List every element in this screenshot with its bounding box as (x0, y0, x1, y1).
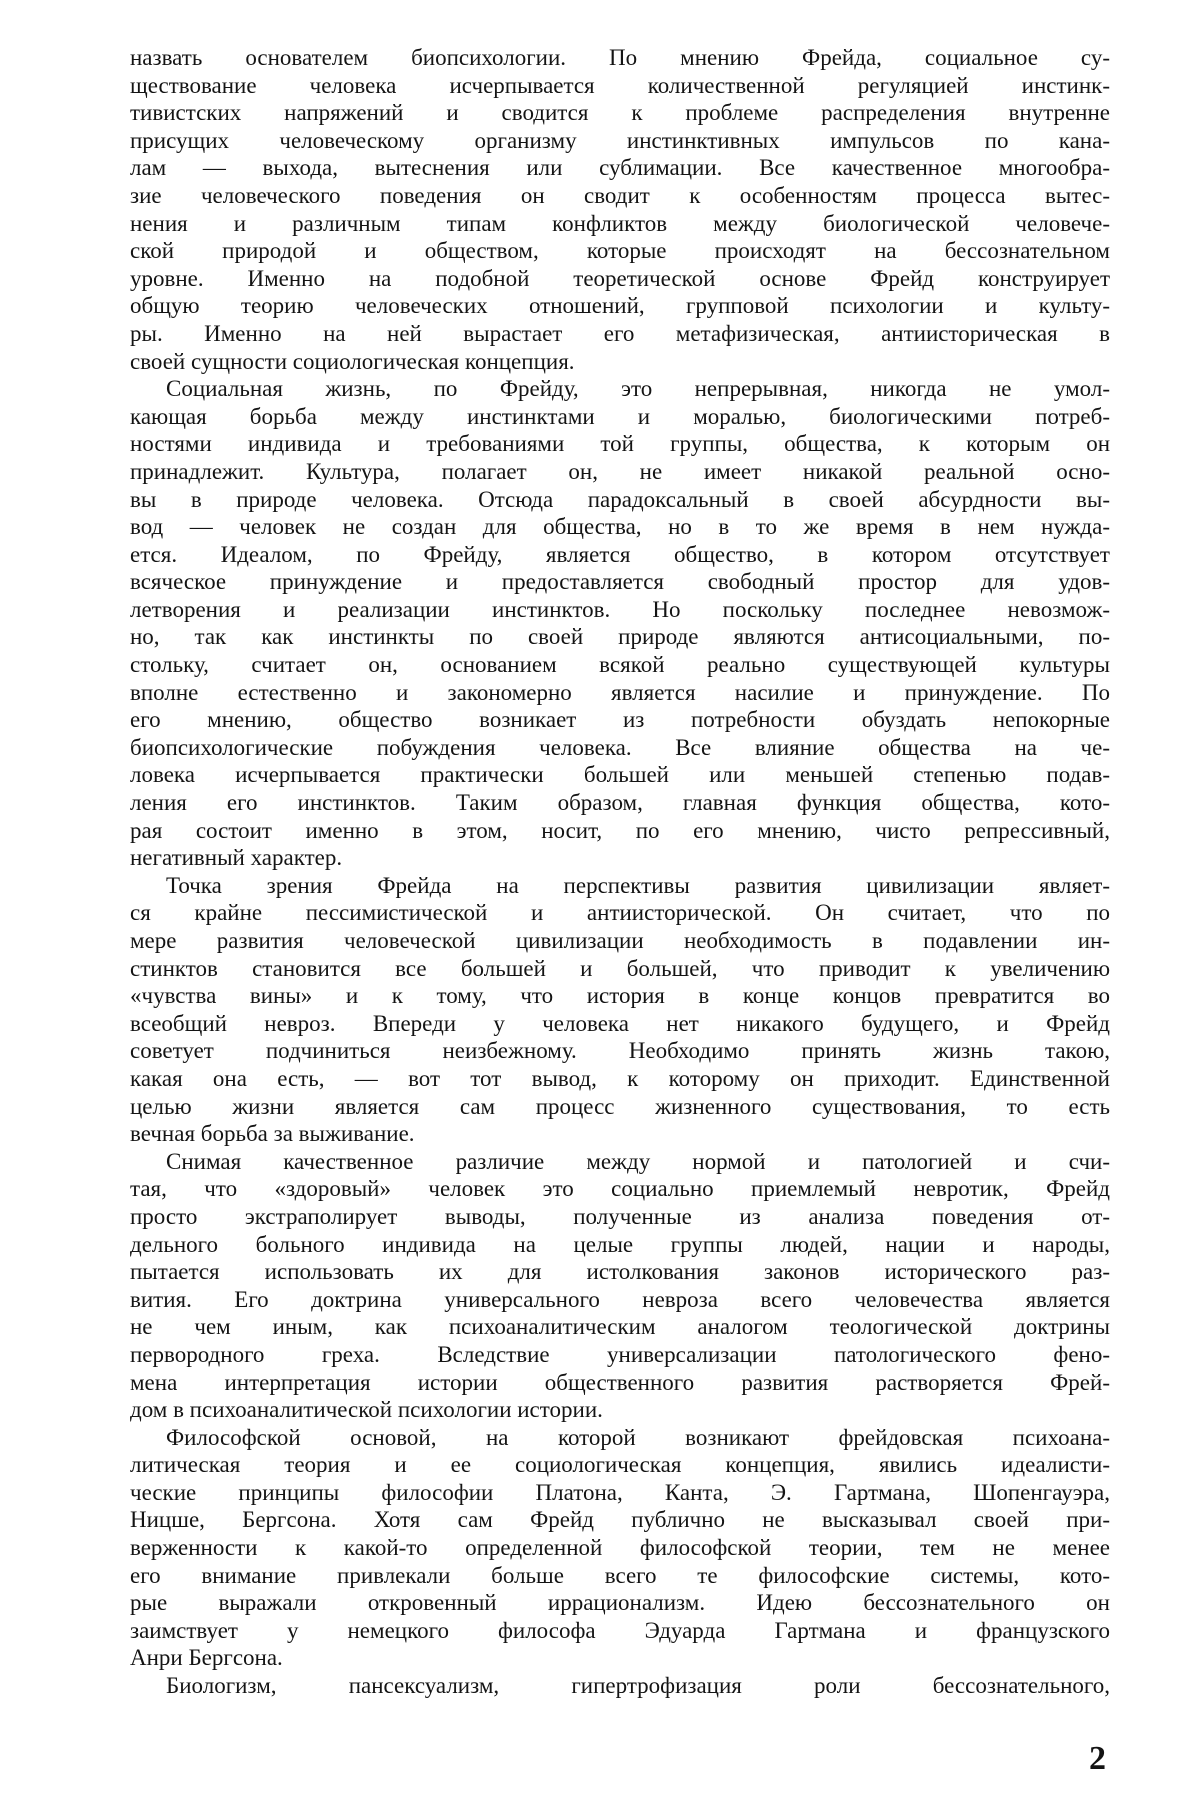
text-line: вод — человек не создан для общества, но в то же время в нем нужда- (130, 514, 1110, 540)
text-line: Ницше, Бергсона. Хотя сам Фрейд публично не высказывал своей при- (130, 1507, 1110, 1533)
text-line: назвать основателем биопсихологии. По мнению Фрейда, социальное су- (130, 45, 1110, 70)
text-line: Биологизм, пансексуализм, гипертрофизация роли бессознательного, (166, 1673, 1110, 1699)
text-line: ществование человека исчерпывается количественной регуляцией инстинк- (130, 72, 1110, 98)
text-line: ловека исчерпывается практически большей или меньшей степенью подав- (130, 762, 1110, 788)
text-line: но, так как инстинкты по своей природе являются антисоциальными, по- (130, 624, 1110, 650)
text-line: Точка зрения Фрейда на перспективы развития цивилизации являет- (166, 872, 1110, 898)
text-line: Философской основой, на которой возникают фрейдовская психоана- (166, 1424, 1110, 1450)
text-line: уровне. Именно на подобной теоретической основе Фрейд конструирует (130, 265, 1110, 291)
text-line: мере развития человеческой цивилизации необходимость в подавлении ин- (130, 928, 1110, 953)
text-line: какая она есть, — вот тот вывод, к которому он приходит. Единственной (130, 1065, 1110, 1091)
text-line: своей сущности социологическая концепция. (130, 348, 575, 374)
text-line: верженности к какой-то определенной философской теории, тем не менее (130, 1535, 1110, 1561)
text-line: Социальная жизнь, по Фрейду, это непрерывная, никогда не умол- (166, 376, 1110, 402)
text-line: вития. Его доктрина универсального невроза всего человечества является (130, 1286, 1110, 1312)
page-number: 2 (1089, 1740, 1106, 1777)
text-line: рая состоит именно в этом, носит, по его мнению, чисто репрессивный, (130, 817, 1110, 843)
text-line: ется. Идеалом, по Фрейду, является общество, в котором отсутствует (130, 541, 1110, 567)
text-line: принадлежит. Культура, полагает он, не имеет никакой реальной осно- (130, 458, 1110, 484)
text-line: ческие принципы философии Платона, Канта, Э. Гартмана, Шопенгауэра, (130, 1479, 1110, 1505)
text-line: нения и различным типам конфликтов между биологической человече- (130, 210, 1110, 236)
text-line: мена интерпретация истории общественного развития растворяется Фрей- (130, 1369, 1110, 1395)
text-line: дом в психоаналитической психологии истории. (130, 1397, 603, 1423)
text-line: летворения и реализации инстинктов. Но поскольку последнее невозмож- (130, 596, 1110, 622)
text-line: стинктов становится все большей и большей, что приводит к увеличению (130, 955, 1110, 981)
text-line: его мнению, общество возникает из потребности обуздать непокорные (130, 707, 1110, 733)
text-line: ления его инстинктов. Таким образом, главная функция общества, кото- (130, 790, 1110, 816)
text-line: зие человеческого поведения он сводит к особенностям процесса вытес- (130, 182, 1110, 208)
text-line: стольку, считает он, основанием всякой реально существующей культуры (130, 652, 1110, 678)
text-line: не чем иным, как психоаналитическим аналогом теологической доктрины (130, 1314, 1110, 1340)
text-line: целью жизни является сам процесс жизненного существования, то есть (130, 1093, 1110, 1119)
text-line: ской природой и обществом, которые происходят на бессознательном (130, 238, 1110, 264)
text-line: «чувства вины» и к тому, что история в конце концов превратится во (130, 983, 1110, 1009)
text-line: биопсихологические побуждения человека. Все влияние общества на че- (130, 734, 1110, 760)
text-line: вы в природе человека. Отсюда парадоксальный в своей абсурдности вы- (130, 486, 1110, 512)
text-line: всеобщий невроз. Впереди у человека нет никакого будущего, и Фрейд (130, 1010, 1110, 1036)
text-line: всяческое принуждение и предоставляется свободный простор для удов- (130, 569, 1110, 595)
text-line: ры. Именно на ней вырастает его метафизическая, антиисторическая в (130, 320, 1110, 346)
text-line: литическая теория и ее социологическая концепция, явились идеалисти- (130, 1452, 1110, 1478)
text-line: пытается использовать их для истолкования законов исторического раз- (130, 1259, 1110, 1285)
text-line: дельного больного индивида на целые группы людей, нации и народы, (130, 1231, 1110, 1257)
text-line: просто экстраполирует выводы, полученные из анализа поведения от- (130, 1203, 1110, 1229)
text-line: вполне естественно и закономерно является насилие и принуждение. По (130, 679, 1110, 705)
text-line: советует подчиниться неизбежному. Необходимо принять жизнь такою, (130, 1038, 1110, 1064)
text-line: Анри Бергсона. (130, 1645, 283, 1671)
text-line: ностями индивида и требованиями той группы, общества, к которым он (130, 431, 1110, 457)
text-line: вечная борьба за выживание. (130, 1121, 415, 1147)
text-line: тая, что «здоровый» человек это социально приемлемый невротик, Фрейд (130, 1176, 1110, 1202)
text-line: лам — выхода, вытеснения или сублимации. Все качественное многообра- (130, 155, 1110, 181)
text-line: присущих человеческому организму инстинктивных импульсов по кана- (130, 127, 1110, 153)
text-line: Снимая качественное различие между нормой и патологией и счи- (166, 1148, 1110, 1174)
text-line: заимствует у немецкого философа Эдуарда Гартмана и французского (130, 1617, 1110, 1643)
text-line: его внимание привлекали больше всего те философские системы, кото- (130, 1562, 1110, 1588)
text-line: негативный характер. (130, 845, 343, 871)
text-line: первородного греха. Вследствие универсализации патологического фено- (130, 1341, 1110, 1367)
text-line: ся крайне пессимистической и антиисторической. Он считает, что по (130, 900, 1110, 926)
text-line: тивистских напряжений и сводится к проблеме распределения внутренне (130, 100, 1110, 126)
text-line: общую теорию человеческих отношений, групповой психологии и культу- (130, 293, 1110, 319)
body-text (130, 44, 1110, 1700)
text-line: рые выражали откровенный иррационализм. Идею бессознательного он (130, 1590, 1110, 1616)
text-line: кающая борьба между инстинктами и моралью, биологическими потреб- (130, 403, 1110, 429)
